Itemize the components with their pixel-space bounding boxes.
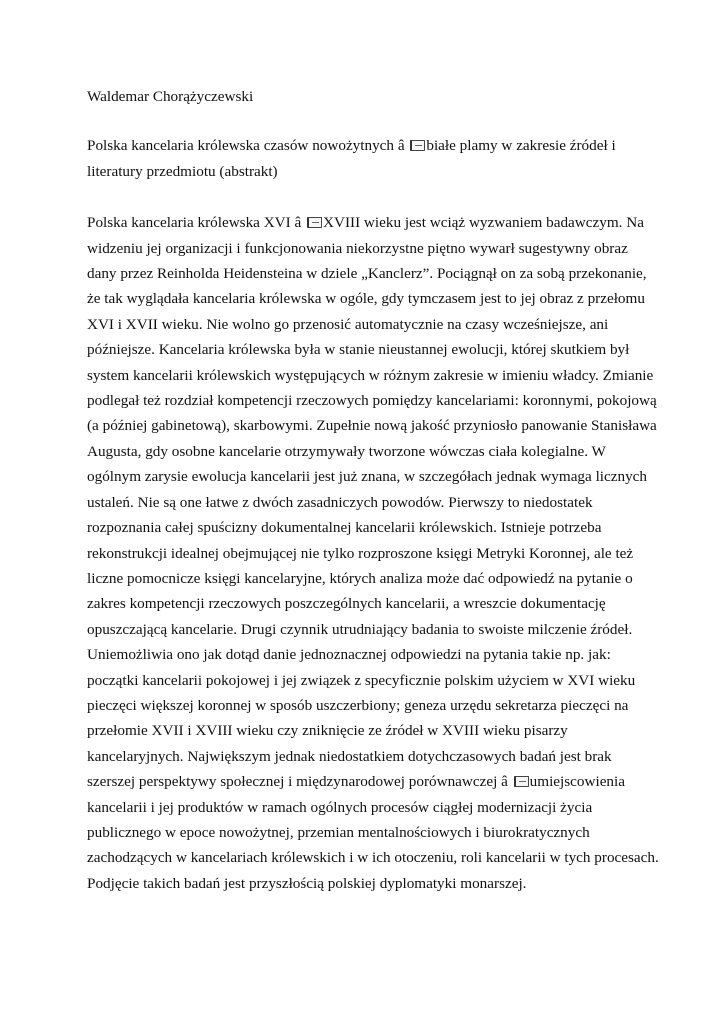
- body-line: [87, 769, 647, 794]
- line-text: XVI i XVII wieku. Nie wolno go przenosić automatycznie na czasy wcześniejsze, ani: [87, 315, 609, 333]
- line-text: XVIII wieku jest wciąż wyzwaniem badawczym. Na: [323, 214, 644, 232]
- body-line: [87, 261, 647, 286]
- body-line: [87, 541, 647, 566]
- body-line: [87, 617, 647, 642]
- line-text: liczne pomocnicze księgi kancelaryjne, których analiza może dać odpowiedź na pytanie o: [87, 569, 633, 587]
- line-text: zakres kompetencji rzeczowych poszczególnych kancelarii, a wreszcie dokumentację: [87, 595, 606, 613]
- body-line: [87, 566, 647, 591]
- line-text: rekonstrukcji idealnej obejmującej nie tylko rozproszone księgi Metryki Koronnej, ale też: [87, 544, 634, 562]
- document-page: [87, 84, 659, 896]
- line-text: białe plamy w zakresie źródeł i: [426, 137, 616, 155]
- line-text: rozpoznania całej spuścizny dokumentalnej kancelarii królewskich. Istnieje potrzeba: [87, 519, 602, 537]
- missing-glyph-icon: [307, 217, 322, 228]
- missing-glyph-icon: [514, 776, 529, 787]
- line-text: pieczęci większej koronnej w sposób uszczerbiony; geneza urzędu sekretarza pieczęci na: [87, 696, 629, 714]
- line-text: (a później gabinetową), skarbowymi. Zupełnie nową jakość przyniosło panowanie Stanisława: [87, 417, 657, 435]
- missing-glyph-icon: [410, 140, 425, 151]
- line-text: że tak wyglądała kancelaria królewska w ogóle, gdy tymczasem jest to jej obraz z przełomu: [87, 290, 645, 308]
- line-text: ogólnym zarysie ewolucja kancelarii jest już znana, w szczegółach jednak wymaga licznych: [87, 468, 648, 486]
- line-text: Polska kancelaria królewska czasów nowożytnych â: [87, 137, 409, 155]
- body-line: [87, 236, 647, 261]
- line-text: ustaleń. Nie są one łatwe z dwóch zasadniczych powodów. Pierwszy to niedostatek: [87, 493, 593, 511]
- line-text: publicznego w epoce nowożytnej, przemian mentalnościowych i biurokratycznych: [87, 823, 590, 841]
- body-line: [87, 744, 647, 769]
- line-text: Uniemożliwia ono jak dotąd danie jednoznacznej odpowiedzi na pytania takie np. jak:: [87, 646, 611, 664]
- title-line: [87, 133, 647, 158]
- line-text: podlegał też rozdział kompetencji rzeczowych pomiędzy kancelariami: koronnymi, pokojową: [87, 392, 657, 410]
- body-line: [87, 591, 647, 616]
- line-text: przełomie XVII i XVIII wieku czy zniknięcie ze źródeł w XVIII wieku pisarzy: [87, 722, 568, 740]
- body-line: [87, 439, 647, 464]
- body-line: [87, 388, 657, 413]
- body-line: [87, 795, 647, 820]
- body-line: [87, 490, 647, 515]
- body-line: [87, 413, 657, 438]
- body-line: [87, 210, 647, 235]
- line-text: umiejscowienia: [529, 773, 625, 791]
- line-text: początki kancelarii pokojowej i jej związek z specyficznie polskim użyciem w XVI wieku: [87, 671, 636, 689]
- title-line: [87, 159, 647, 184]
- body-line: [87, 642, 647, 667]
- line-text: system kancelarii królewskich występujących w różnym zakresie w imieniu władcy. Zmianie: [87, 366, 654, 384]
- line-text: Podjęcie takich badań jest przyszłością polskiej dyplomatyki monarszej.: [87, 874, 527, 892]
- body-line: [87, 464, 647, 489]
- line-text: literatury przedmiotu (abstrakt): [87, 162, 278, 180]
- document-title: [87, 133, 647, 184]
- author-name: Waldemar Chorążyczewski: [87, 88, 254, 105]
- body-line: [87, 871, 647, 896]
- body-line: [87, 668, 647, 693]
- line-text: kancelaryjnych. Największym jednak niedostatkiem dotychczasowych badań jest brak: [87, 747, 612, 765]
- body-line: [87, 286, 647, 311]
- line-text: kancelarii i jej produktów w ramach ogólnych procesów ciągłej modernizacji życia: [87, 798, 593, 816]
- line-text: Polska kancelaria królewska XVI â: [87, 214, 306, 232]
- line-text: opuszczającą kancelarie. Drugi czynnik utrudniający badania to swoiste milczenie źródeł.: [87, 620, 633, 638]
- line-text: późniejsze. Kancelaria królewska była w stanie nieustannej ewolucji, której skutkiem był: [87, 341, 630, 359]
- body-line: [87, 693, 647, 718]
- line-text: widzeniu jej organizacji i funkcjonowania niekorzystne piętno wywarł sugestywny obraz: [87, 239, 628, 257]
- body-line: [87, 337, 647, 362]
- abstract-body: [87, 210, 659, 896]
- body-line: [87, 312, 647, 337]
- line-text: dany przez Reinholda Heidensteina w dziele „Kanclerz”. Pociągnął on za sobą przekonanie,: [87, 265, 647, 283]
- body-line: [87, 718, 647, 743]
- line-text: szerszej perspektywy społecznej i międzynarodowej porównawczej â: [87, 773, 512, 791]
- body-line: [87, 363, 654, 388]
- body-line: [87, 845, 659, 870]
- body-line: [87, 820, 647, 845]
- line-text: zachodzących w kancelariach królewskich i w ich otoczeniu, roli kancelarii w tych procesach.: [87, 849, 659, 867]
- line-text: Augusta, gdy osobne kancelarie otrzymywały tworzone wówczas ciała kolegialne. W: [87, 442, 606, 460]
- body-line: [87, 515, 647, 540]
